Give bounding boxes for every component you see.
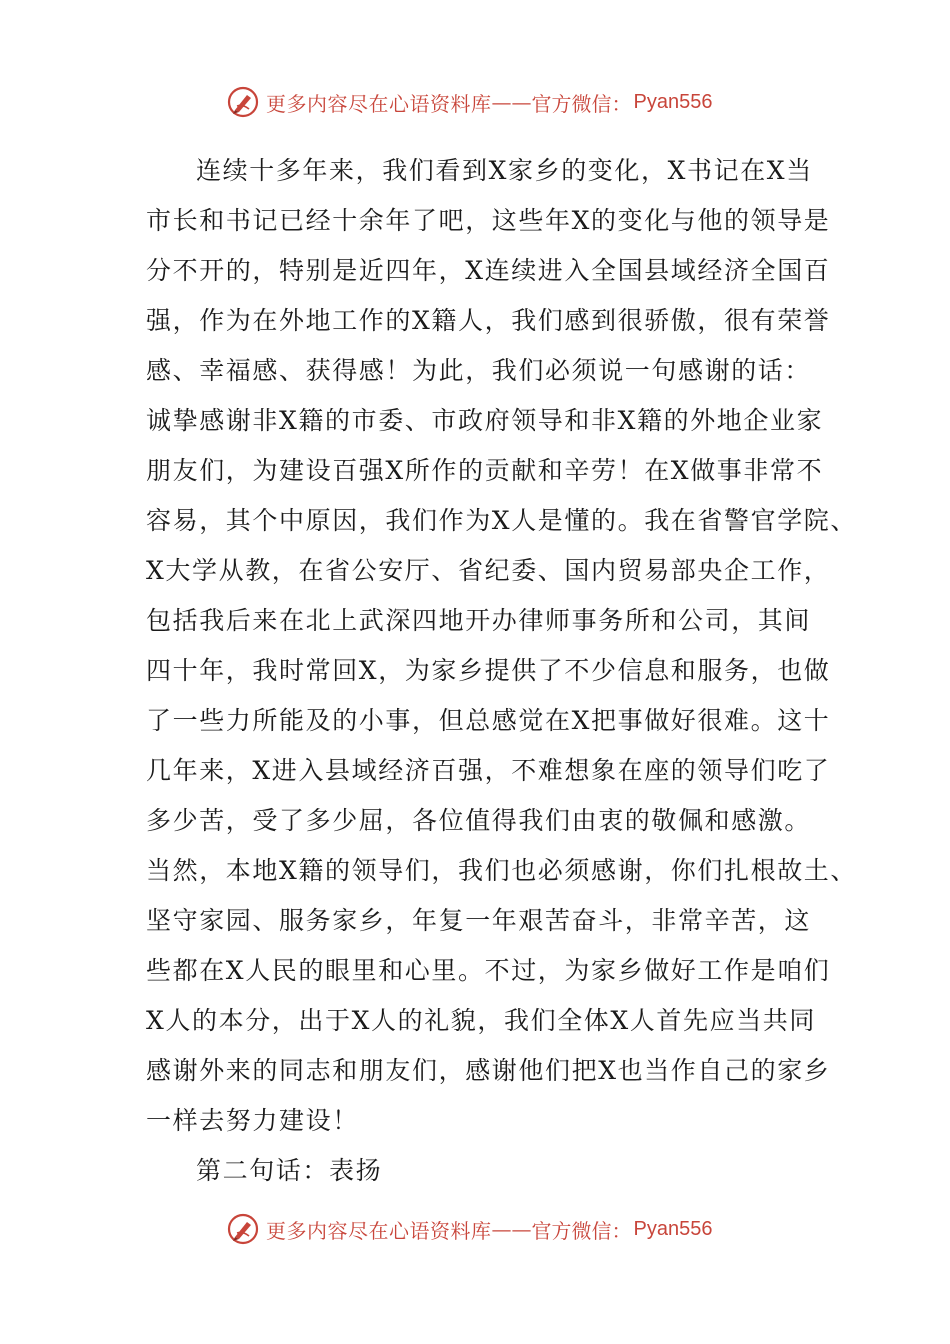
text-line: 坚守家园、服务家乡，年复一年艰苦奋斗，非常辛苦，这: [146, 906, 812, 935]
pen-logo-icon: [226, 1212, 260, 1246]
text-line: 诚挚感谢非X籍的市委、市政府领导和非X籍的外地企业家: [146, 406, 824, 435]
text-line: 一样去努力建设！: [146, 1106, 359, 1135]
banner-wechat-label: 官方微信：: [531, 1218, 632, 1243]
text-line: 强，作为在外地工作的X籍人，我们感到很骄傲，很有荣誉: [146, 306, 831, 335]
text-line: X人的本分，出于X人的礼貌，我们全体X人首先应当共同: [146, 1006, 816, 1035]
header-banner: [226, 82, 712, 122]
text-line: 朋友们，为建设百强X所作的贡献和辛劳！在X做事非常不: [146, 456, 824, 485]
document-body: [146, 146, 857, 1196]
text-line: 多少苦，受了多少屈，各位值得我们由衷的敬佩和感激。: [146, 806, 812, 835]
footer-banner: [226, 1209, 712, 1249]
banner-text: 更多内容尽在心语资料库: [266, 91, 492, 116]
text-line: 了一些力所能及的小事，但总感觉在X把事做好很难。这十: [146, 706, 831, 735]
banner-text: 更多内容尽在心语资料库: [266, 1218, 492, 1243]
text-line: 些都在X人民的眼里和心里。不过，为家乡做好工作是咱们: [146, 956, 831, 985]
banner-separator: ——: [491, 90, 532, 114]
text-line: 四十年，我时常回X，为家乡提供了不少信息和服务，也做: [146, 656, 831, 685]
text-line: 当然，本地X籍的领导们，我们也必须感谢，你们扎根故土、: [146, 856, 857, 885]
text-line: 包括我后来在北上武深四地开办律师事务所和公司，其间: [146, 606, 812, 635]
text-line: 连续十多年来，我们看到X家乡的变化，X书记在X当: [196, 156, 813, 185]
text-line: 分不开的，特别是近四年，X连续进入全国县域经济全国百: [146, 256, 831, 285]
text-line: 感谢外来的同志和朋友们，感谢他们把X也当作自己的家乡: [146, 1056, 831, 1085]
text-line: 几年来，X进入县域经济百强，不难想象在座的领导们吃了: [146, 756, 831, 785]
banner-wechat-label: 官方微信：: [531, 91, 632, 116]
text-line: 感、幸福感、获得感！为此，我们必须说一句感谢的话：: [146, 356, 812, 385]
banner-wechat-id: Pyan556: [633, 1217, 713, 1240]
text-line: 容易，其个中原因，我们作为X人是懂的。我在省警官学院、: [146, 506, 857, 535]
pen-logo-icon: [226, 85, 260, 119]
text-line: 第二句话：表扬: [196, 1156, 383, 1185]
banner-wechat-id: Pyan556: [633, 90, 713, 113]
banner-separator: ——: [491, 1217, 532, 1241]
text-line: X大学从教，在省公安厅、省纪委、国内贸易部央企工作，: [146, 556, 831, 585]
text-line: 市长和书记已经十余年了吧，这些年X的变化与他的领导是: [146, 206, 831, 235]
